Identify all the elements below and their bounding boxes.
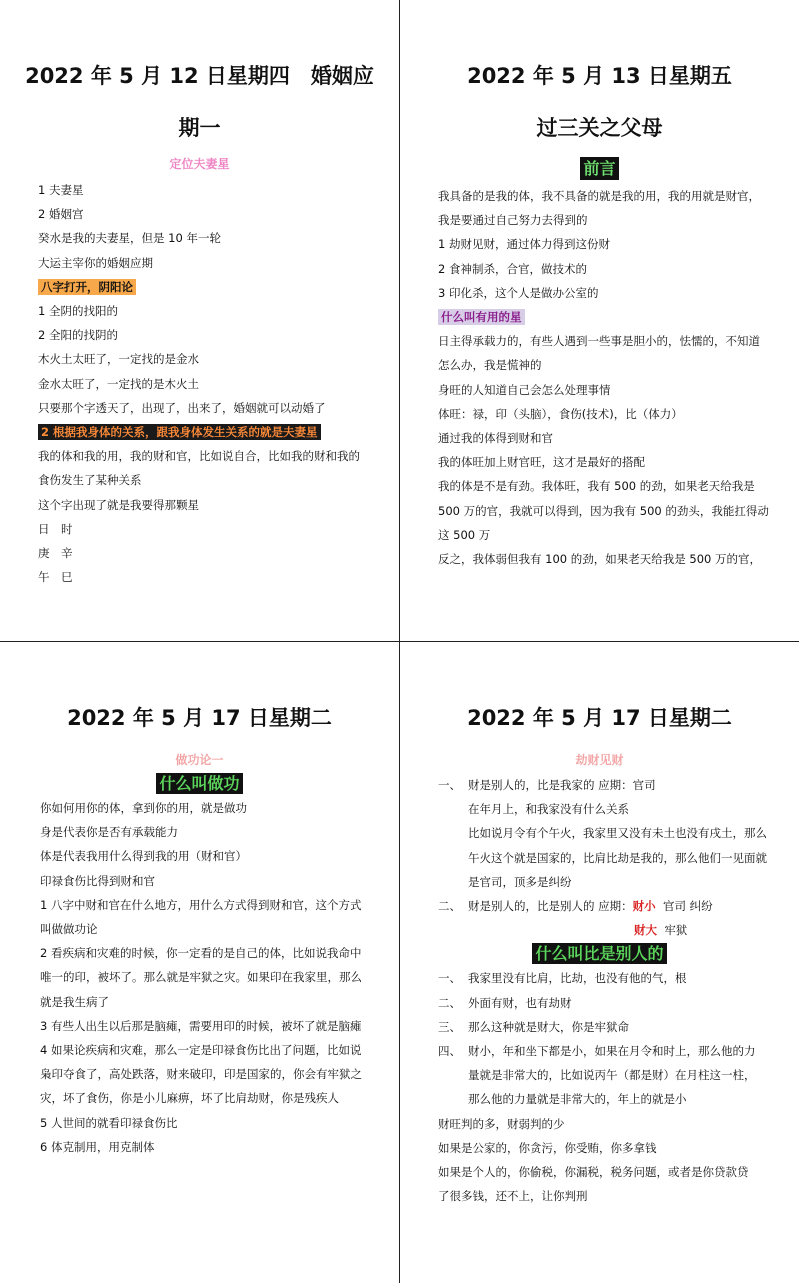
text-line: 庚 辛 <box>38 546 73 561</box>
text-line: 3 有些人出生以后那是脑瘫，需要用印的时候，被坏了就是脑瘫 <box>40 1018 362 1033</box>
text-line: 我的体是不是有劲。我体旺，我有 500 的劲，如果老天给我是 <box>438 479 755 494</box>
text-line: 1 全阴的找阳的 <box>38 304 118 319</box>
text-line: 这 500 万 <box>438 527 491 542</box>
text-line: 日主得承载力的，有些人遇到一些事是胆小的，怯懦的，不知道 <box>438 334 760 349</box>
list-text: 牢狱 <box>664 923 688 938</box>
text-line: 我具备的是我的体，我不具备的就是我的用，我的用就是财官， <box>438 189 760 203</box>
text-line: 5 人世间的就看印禄食伤比 <box>40 1115 178 1130</box>
text-line: 大运主宰你的婚姻应期 <box>38 255 153 270</box>
page-panel-1 <box>0 0 400 642</box>
text-line: 量就是非常大的，比如说丙午（都是财）在月柱这一柱， <box>468 1068 756 1083</box>
list-number: 二、 <box>438 899 461 914</box>
red-label: 财大 <box>634 923 657 938</box>
text-line: 那么他的力量就是非常大的，年上的就是小 <box>468 1092 687 1107</box>
text-line: 500 万的官，我就可以得到，因为我有 500 的劲头，我能扛得动 <box>438 503 769 518</box>
text-line: 这个字出现了就是我要得那颗星 <box>38 497 199 512</box>
section-subtitle: 做功论一 <box>175 753 224 767</box>
text-line: 唯一的印，被坏了。那么就是牢狱之灾。如果印在我家里，那么 <box>40 970 362 985</box>
text-line: 体旺：禄，印（头脑），食伤(技术)，比（体力） <box>438 406 683 421</box>
text-line: 体是代表我用什么得到我的用（财和官） <box>40 849 247 864</box>
page-title: 2022 年 5 月 13 日星期五 <box>467 64 732 88</box>
section-subtitle: 定位夫妻星 <box>169 157 230 171</box>
list-item <box>438 894 799 918</box>
text-line: 2 婚姻宫 <box>38 207 84 222</box>
list-item <box>438 966 799 990</box>
text-line: 午火这个就是国家的，比肩比劫是我的，那么他们一见面就 <box>468 850 767 865</box>
text-line: 灾，坏了食伤，你是小儿麻痹，坏了比肩劫财，你是残疾人 <box>40 1091 339 1106</box>
text-line: 1 夫妻星 <box>38 183 84 197</box>
text-line: 2 食神制杀，合官，做技术的 <box>438 261 587 276</box>
text-line: 身旺的人知道自己会怎么处理事情 <box>438 382 611 397</box>
highlight-heading: 什么叫做功 <box>156 773 242 794</box>
list-item <box>438 1015 799 1039</box>
list-number: 三、 <box>438 1019 461 1034</box>
list-item <box>438 991 799 1015</box>
highlight-heading: 2 根据我身体的关系，跟我身体发生关系的就是夫妻星 <box>38 424 321 440</box>
list-item <box>438 773 799 797</box>
list-text: 财是别人的，比是别人的 应期： <box>468 899 633 914</box>
text-line: 癸水是我的夫妻星，但是 10 年一轮 <box>38 231 221 246</box>
list-number: 一、 <box>438 778 461 792</box>
text-line: 1 劫财见财，通过体力得到这份财 <box>438 237 610 252</box>
text-line: 通过我的体得到财和官 <box>438 431 553 446</box>
text-line: 就是我生病了 <box>40 994 109 1009</box>
list-number: 一、 <box>438 971 461 986</box>
list-text: 我家里没有比肩，比劫，也没有他的气，根 <box>468 971 687 986</box>
list-text: 官司 纠纷 <box>662 899 713 914</box>
text-line: 财旺判的多，财弱判的少 <box>438 1116 565 1131</box>
text-line: 如果是公家的，你贪污，你受贿，你多拿钱 <box>438 1140 657 1155</box>
text-line: 日 时 <box>38 521 73 536</box>
text-line: 枭印夺食了，高处跌落，财来破印，印是国家的，你会有牢狱之 <box>40 1067 362 1082</box>
text-line <box>438 918 799 942</box>
list-text: 那么这种就是财大，你是牢狱命 <box>468 1019 629 1034</box>
text-line: 食伤发生了某种关系 <box>38 473 142 488</box>
text-line: 6 体克制用，用克制体 <box>40 1139 155 1154</box>
text-line: 反之，我体弱但我有 100 的劲，如果老天给我是 500 万的官， <box>438 552 762 567</box>
page-title: 2022 年 5 月 17 日星期二 <box>467 706 732 730</box>
list-number: 四、 <box>438 1044 461 1059</box>
text-line: 2 全阳的找阴的 <box>38 328 118 343</box>
text-line: 我的体和我的用，我的财和官，比如说自合，比如我的财和我的 <box>38 449 360 464</box>
page-panel-3 <box>0 642 400 1283</box>
page-panel-2 <box>400 0 799 642</box>
text-line: 是官司，顶多是纠纷 <box>468 874 572 889</box>
text-line: 我的体旺加上财官旺，这才是最好的搭配 <box>438 455 645 470</box>
highlight-heading: 八字打开，阴阳论 <box>38 279 136 295</box>
red-label: 财小 <box>632 899 656 914</box>
page-title: 2022 年 5 月 12 日星期四 婚姻应 <box>25 64 374 88</box>
text-line: 如果是个人的，你偷税，你漏税，税务问题，或者是你贷款贷 <box>438 1165 749 1180</box>
section-subtitle: 劫财见财 <box>575 753 624 767</box>
section-heading: 前言 <box>580 157 618 180</box>
text-line: 印禄食伤比得到财和官 <box>40 873 155 888</box>
text-line: 1 八字中财和官在什么地方，用什么方式得到财和官，这个方式 <box>40 897 362 912</box>
text-line: 我是要通过自己努力去得到的 <box>438 213 588 228</box>
text-line: 叫做做功论 <box>40 922 98 937</box>
highlight-heading: 什么叫比是别人的 <box>532 943 666 964</box>
text-line: 身是代表你是否有承载能力 <box>40 825 178 840</box>
page-panel-4 <box>400 642 799 1283</box>
text-line: 了很多钱，还不上，让你判刑 <box>438 1189 588 1204</box>
list-number: 二、 <box>438 995 461 1010</box>
text-line: 3 印化杀，这个人是做办公室的 <box>438 285 599 300</box>
text-line: 午 巳 <box>38 570 73 585</box>
page-title-cont: 过三关之父母 <box>536 116 663 140</box>
page-title: 2022 年 5 月 17 日星期二 <box>67 706 332 730</box>
list-text: 财是别人的，比是我家的 应期：官司 <box>468 778 656 792</box>
text-line: 金水太旺了，一定找的是木火土 <box>38 376 199 391</box>
text-line: 怎么办，我是慌神的 <box>438 358 542 373</box>
list-item <box>438 1039 799 1063</box>
text-line: 在年月上，和我家没有什么关系 <box>468 802 629 817</box>
text-line: 只要那个字透天了，出现了，出来了，婚姻就可以动婚了 <box>38 400 326 415</box>
highlight-heading: 什么叫有用的星 <box>438 309 525 325</box>
text-line: 2 看疾病和灾难的时候，你一定看的是自己的体，比如说我命中 <box>40 946 362 961</box>
list-text: 财小，年和坐下都是小，如果在月令和时上，那么他的力 <box>468 1044 756 1059</box>
text-line: 4 如果论疾病和灾难，那么一定是印禄食伤比出了问题，比如说 <box>40 1043 362 1058</box>
text-line: 比如说月令有个午火，我家里又没有未土也没有戌土，那么 <box>468 826 767 841</box>
list-text: 外面有财，也有劫财 <box>468 995 572 1010</box>
page-title-cont: 期一 <box>178 116 221 140</box>
text-line: 木火土太旺了，一定找的是金水 <box>38 352 199 367</box>
text-line: 你如何用你的体，拿到你的用，就是做功 <box>40 801 247 815</box>
